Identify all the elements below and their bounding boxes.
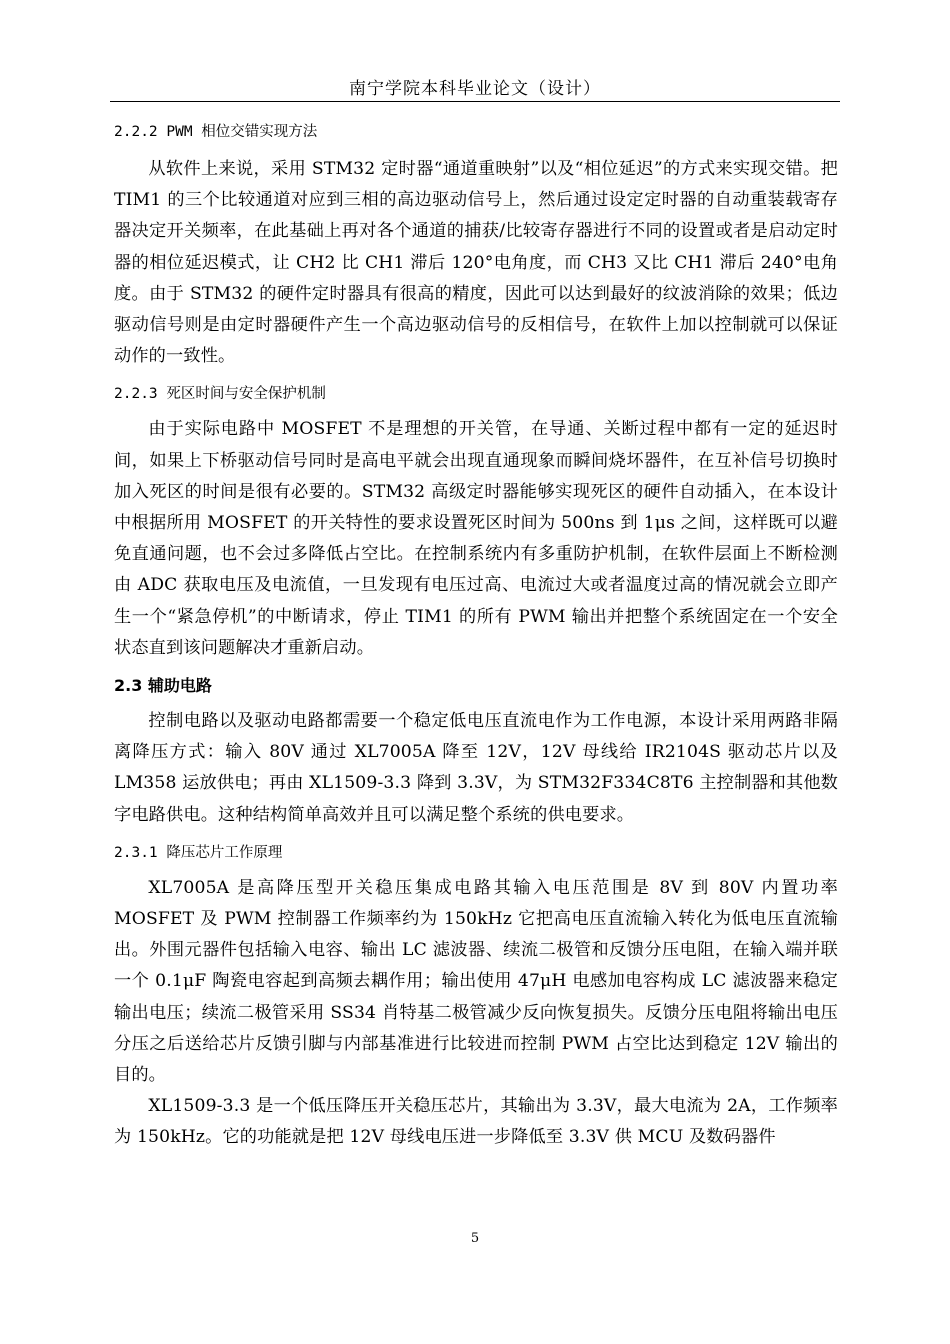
section-heading-2-3-1: 2.3.1 降压芯片工作原理	[114, 844, 283, 861]
paragraph: 控制电路以及驱动电路都需要一个稳定低电压直流电作为工作电源，本设计采用两路非隔离降压方式：输入 80V 通过 XL7005A 降至 12V，12V 母线给 IR2104S 驱动芯片以及 LM358 运放供电；再由 XL1509-3.3 降到 3.3V，为 STM32F334C8T6 主控制器和其他数字电路供电。这种结构简单高效并且可以满足整个系统的供电要求。	[114, 711, 838, 825]
paragraph: XL7005A 是高降压型开关稳压集成电路其输入电压范围是 8V 到 80V 内置功率 MOSFET 及 PWM 控制器工作频率约为 150kHz 它把高电压直流输入转化为低电压直流输出。外围元器件包括输入电容、输出 LC 滤波器、续流二极管和反馈分压电阻，在输入端并联一个 0.1μF 陶瓷电容起到高频去耦作用；输出使用 47μH 电感加电容构成 LC 滤波器来稳定输出电压；续流二极管采用 SS34 肖特基二极管减少反向恢复损失。反馈分压电阻将输出电压分压之后送给芯片反馈引脚与内部基准进行比较进而控制 PWM 占空比达到稳定 12V 输出的目的。	[114, 877, 838, 1086]
header-rule	[110, 101, 840, 102]
paragraph: 由于实际电路中 MOSFET 不是理想的开关管，在导通、关断过程中都有一定的延迟时间，如果上下桥驱动信号同时是高电平就会出现直通现象而瞬间烧坏器件，在互补信号切换时加入死区的时间是很有必要的。STM32 高级定时器能够实现死区的硬件自动插入，在本设计中根据所用 MOSFET 的开关特性的要求设置死区时间为 500ns 到 1μs 之间，这样既可以避免直通问题，也不会过多降低占空比。在控制系统内有多重防护机制，在软件层面上不断检测由 ADC 获取电压及电流值，一旦发现有电压过高、电流过大或者温度过高的情况就会立即产生一个“紧急停机”的中断请求，停止 TIM1 的所有 PWM 输出并把整个系统固定在一个安全状态直到该问题解决才重新启动。	[114, 419, 838, 658]
page-content	[114, 116, 838, 1154]
section-heading-2-2-2: 2.2.2 PWM 相位交错实现方法	[114, 124, 318, 140]
paragraph: XL1509-3.3 是一个低压降压开关稳压芯片，其输出为 3.3V，最大电流为 2A，工作频率为 150kHz。它的功能就是把 12V 母线电压进一步降低至 3.3V 供 MCU 及数码器件	[114, 1096, 838, 1148]
page-number: 5	[470, 1231, 480, 1246]
section-heading-2-3: 2.3 辅助电路	[114, 676, 212, 696]
page-header-title: 南宁学院本科毕业论文（设计）	[349, 79, 601, 99]
section-heading-2-2-3: 2.2.3 死区时间与安全保护机制	[114, 386, 326, 403]
paragraph: 从软件上来说，采用 STM32 定时器“通道重映射”以及“相位延迟”的方式来实现交错。把 TIM1 的三个比较通道对应到三相的高边驱动信号上，然后通过设定定时器的自动重装载寄存器决定开关频率，在此基础上再对各个通道的捕获/比较寄存器进行不同的设置或者是启动定时器的相位延迟模式，让 CH2 比 CH1 滞后 120°电角度，而 CH3 又比 CH1 滞后 240°电角度。由于 STM32 的硬件定时器具有很高的精度，因此可以达到最好的纹波消除的效果；低边驱动信号则是由定时器硬件产生一个高边驱动信号的反相信号，在软件上加以控制就可以保证动作的一致性。	[114, 159, 838, 367]
